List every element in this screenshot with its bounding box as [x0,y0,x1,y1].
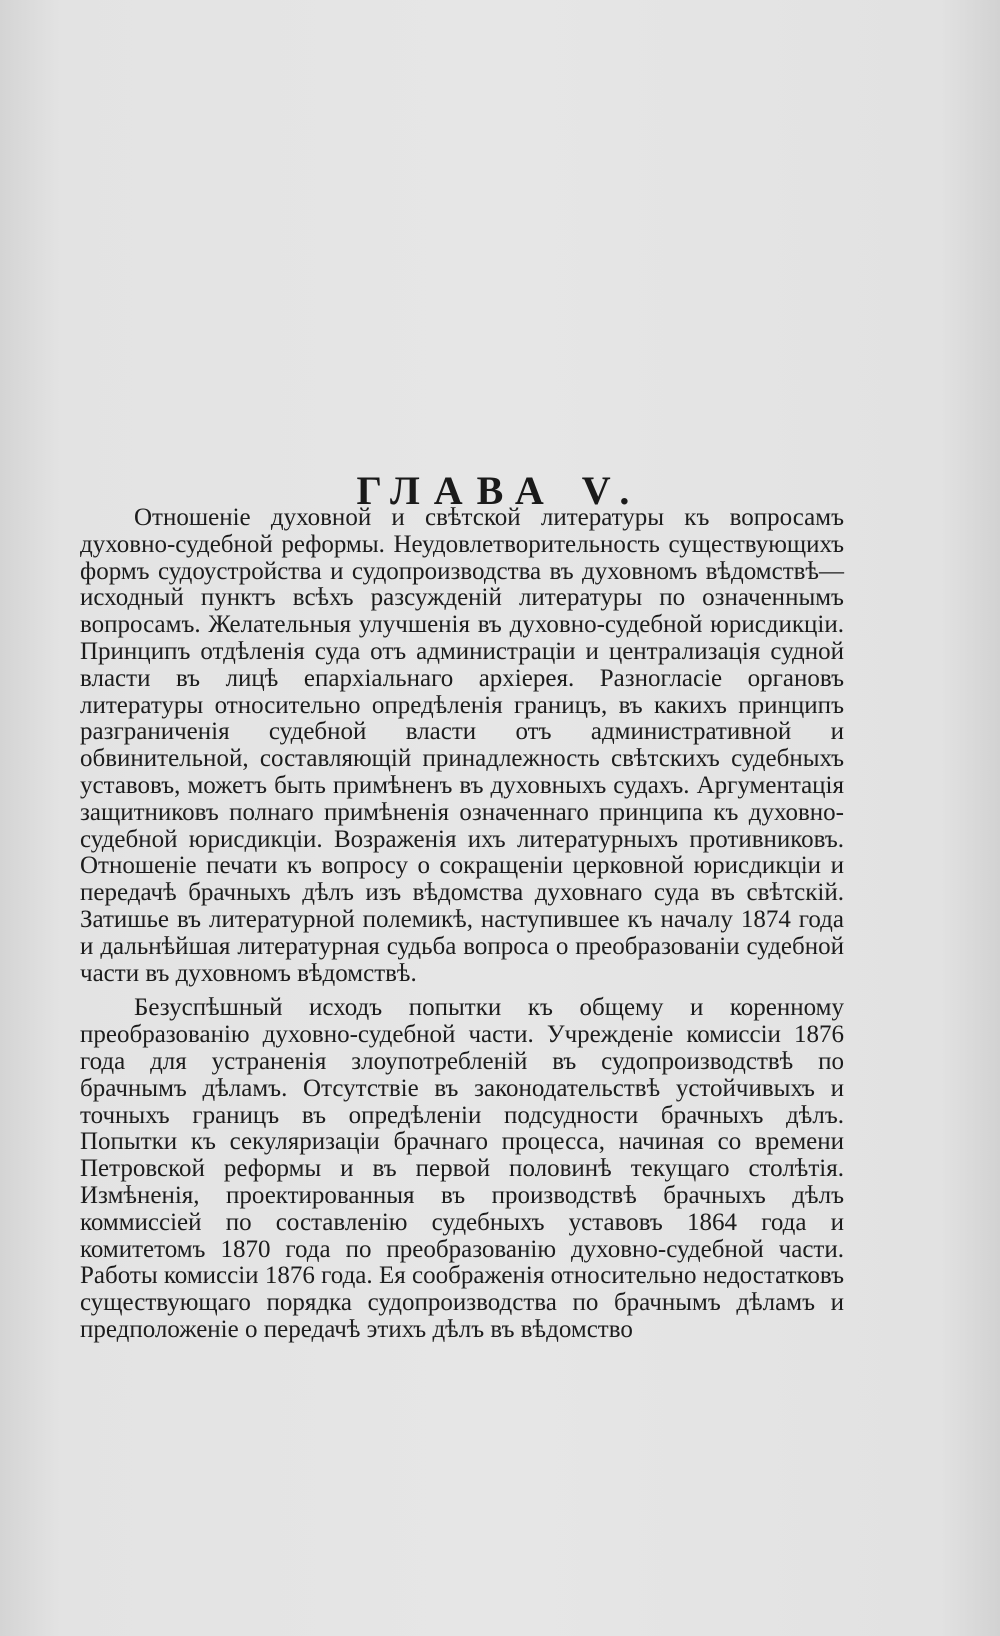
chapter-summary [80,505,844,1344]
chapter-title: ГЛАВА V. [356,467,644,513]
summary-paragraph-1: Отношеніе духовной и свѣтской литературы къ вопросамъ духовно-судебной реформы. Неудовлетворительность существующихъ формъ судоустройства и судопроизводства въ духовномъ вѣдомствѣ—исходный пунктъ всѣхъ разсужденій литературы по означеннымъ вопросамъ. Желательныя улучшенія въ духовно-судебной юрисдикціи. Принципъ отдѣленія суда отъ администраціи и централизація судной власти въ лицѣ епархіальнаго архіерея. Разногласіе органовъ литературы относительно опредѣленія границъ, въ какихъ принципъ разграниченія судебной власти отъ административной и обвинительной, составляющій принадлежность свѣтскихъ судебныхъ уставовъ, можетъ быть примѣненъ въ духовныхъ судахъ. Аргументація защитниковъ полнаго примѣненія означеннаго принципа къ духовно-судебной юрисдикціи. Возраженія ихъ литературныхъ противниковъ. Отношеніе печати къ вопросу о сокращеніи церковной юрисдикціи и передачѣ брачныхъ дѣлъ изъ вѣдомства духовнаго суда въ свѣтскій. Затишье въ литературной полемикѣ, наступившее къ началу 1874 года и дальнѣйшая литературная судьба вопроса о преобразованіи судебной части въ духовномъ вѣдомствѣ. [80,504,844,987]
summary-paragraph-2: Безуспѣшный исходъ попытки къ общему и коренному преобразованію духовно-судебной части. Учрежденіе комиссіи 1876 года для устраненія злоупотребленій въ судопроизводствѣ по брачнымъ дѣламъ. Отсутствіе въ законодательствѣ устойчивыхъ и точныхъ границъ въ опредѣленіи подсудности брачныхъ дѣлъ. Попытки къ секуляризаціи брачнаго процесса, начиная со времени Петровской реформы и въ первой половинѣ текущаго столѣтія. Измѣненія, проектированныя въ производствѣ брачныхъ дѣлъ коммиссіей по составленію судебныхъ уставовъ 1864 года и комитетомъ 1870 года по преобразованію духовно-судебной части. Работы комиссіи 1876 года. Ея соображенія относительно недостатковъ существующаго порядка судопроизводства по брачнымъ дѣламъ и предположеніе о передачѣ этихъ дѣлъ въ вѣдомство [80,994,844,1343]
